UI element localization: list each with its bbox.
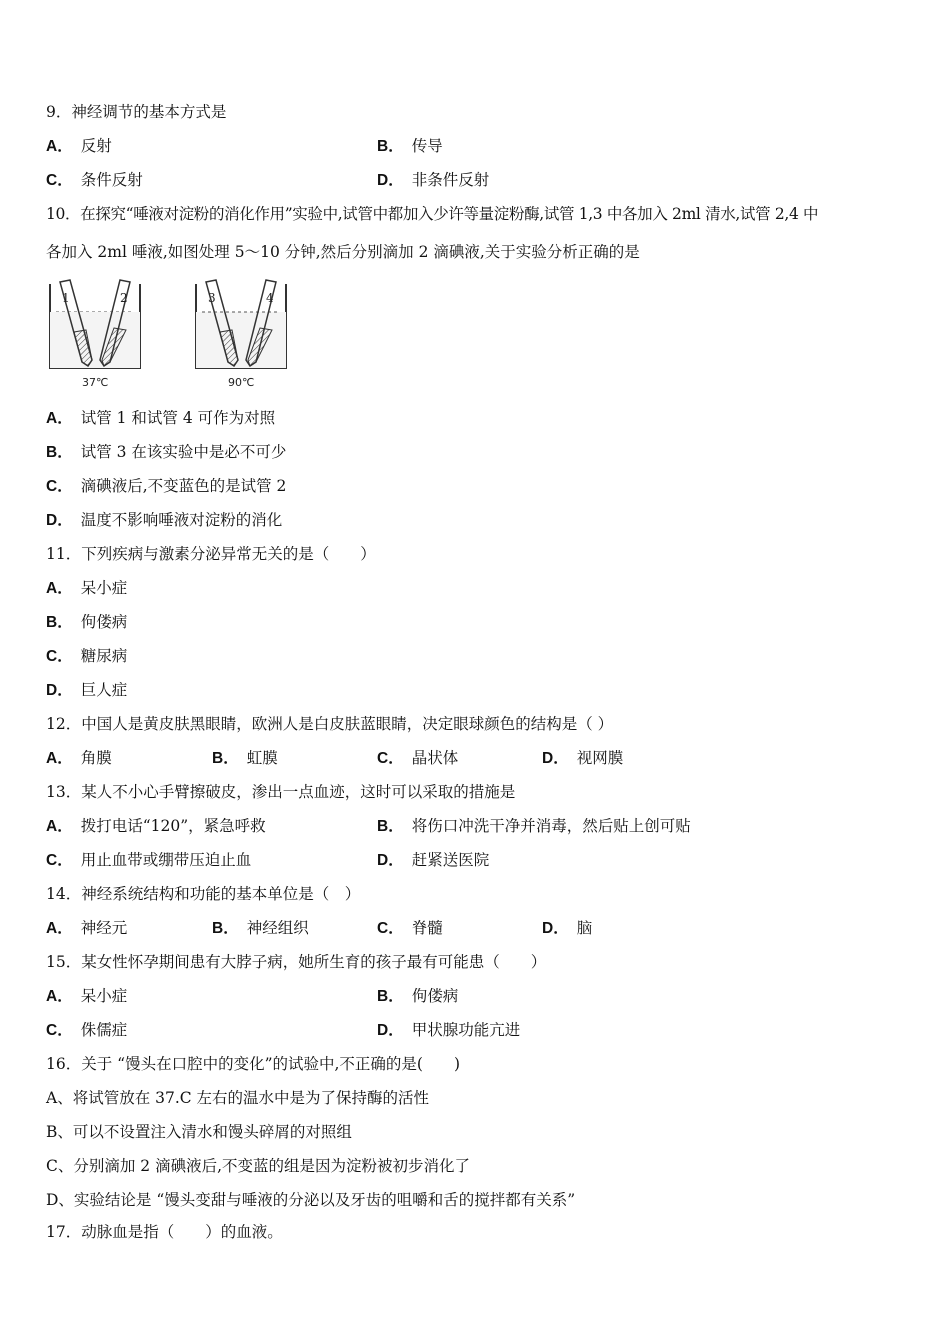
q9-option-d <box>377 170 489 191</box>
q13-option-a-text: 拨打电话“120”，紧急呼救 <box>80 817 266 835</box>
q10-option-a-text: 试管 1 和试管 4 可作为对照 <box>80 409 276 427</box>
q16-stem: 16．关于 “馒头在口腔中的变化”的试验中,不正确的是( ) <box>46 1055 461 1073</box>
q12-option-a-label: A． <box>46 750 73 767</box>
beaker-90 <box>196 280 286 389</box>
q16-option-b: B、可以不设置注入清水和馒头碎屑的对照组 <box>46 1123 352 1141</box>
q15-option-b-label: B． <box>377 988 404 1005</box>
q15-option-c <box>46 1020 127 1041</box>
q10-option-b-text: 试管 3 在该实验中是必不可少 <box>80 443 287 461</box>
q12-stem: 12．中国人是黄皮肤黑眼睛，欧洲人是白皮肤蓝眼睛，决定眼球颜色的结构是（ ） <box>46 715 614 733</box>
q10-option-c <box>46 476 286 497</box>
q12-option-c-label: C． <box>377 750 404 767</box>
q15-stem: 15．某女性怀孕期间患有大脖子病，她所生育的孩子最有可能患（ ） <box>46 953 547 971</box>
q10-option-b-label: B． <box>46 444 73 461</box>
q11-stem: 11．下列疾病与激素分泌异常无关的是（ ） <box>46 545 376 563</box>
q13-option-a <box>46 816 266 837</box>
q9-option-c-label: C． <box>46 172 73 189</box>
q9-option-b-label: B． <box>377 138 404 155</box>
q10-option-c-label: C． <box>46 478 73 495</box>
q13-option-b <box>377 816 691 837</box>
q10-stem-line1: 10．在探究“唾液对淀粉的消化作用”实验中,试管中都加入少许等量淀粉酶,试管 1,3 中各加入 2ml 清水,试管 2,4 中 <box>46 205 819 223</box>
q10-option-d <box>46 510 282 531</box>
q17-stem: 17．动脉血是指（ ）的血液。 <box>46 1223 283 1241</box>
q10-beaker-figure <box>46 276 306 394</box>
q14-option-c-label: C． <box>377 920 404 937</box>
q9-option-c <box>46 170 143 191</box>
q11-option-a <box>46 578 127 599</box>
q13-option-b-label: B． <box>377 818 404 835</box>
q11-option-c-text: 糖尿病 <box>80 647 128 665</box>
q13-option-d-label: D． <box>377 852 404 869</box>
tube-label-3: 3 <box>208 291 216 305</box>
q12-option-d <box>542 748 623 769</box>
beaker-37 <box>50 280 140 389</box>
q10-option-d-text: 温度不影响唾液对淀粉的消化 <box>80 511 283 529</box>
q10-option-d-label: D． <box>46 512 73 529</box>
q10-option-a-label: A． <box>46 410 73 427</box>
q10-option-a <box>46 408 275 429</box>
q14-option-b <box>212 918 309 939</box>
q15-option-b-text: 佝偻病 <box>411 987 459 1005</box>
q12-option-b-label: B． <box>212 750 239 767</box>
q14-option-c-text: 脊髓 <box>411 919 443 937</box>
q13-option-c-label: C． <box>46 852 73 869</box>
q14-stem: 14．神经系统结构和功能的基本单位是（ ） <box>46 885 361 903</box>
q12-option-b <box>212 748 278 769</box>
q9-option-a-text: 反射 <box>80 137 112 155</box>
q15-option-a <box>46 986 127 1007</box>
q12-option-d-label: D． <box>542 750 569 767</box>
q11-option-b <box>46 612 127 633</box>
q15-option-d-text: 甲状腺功能亢进 <box>411 1021 521 1039</box>
q12-option-b-text: 虹膜 <box>246 749 278 767</box>
q12-option-c <box>377 748 458 769</box>
q10-option-b <box>46 442 286 463</box>
q14-option-d <box>542 918 592 939</box>
q13-option-d <box>377 850 489 871</box>
beaker-1-temp: 37℃ <box>82 376 109 389</box>
q13-option-a-label: A． <box>46 818 73 835</box>
q15-option-c-label: C． <box>46 1022 73 1039</box>
q11-option-c-label: C． <box>46 648 73 665</box>
q14-option-b-text: 神经组织 <box>246 919 309 937</box>
q9-stem: 9．神经调节的基本方式是 <box>46 103 227 121</box>
q11-option-d <box>46 680 127 701</box>
q11-option-b-label: B． <box>46 614 73 631</box>
tube-label-4: 4 <box>266 291 274 305</box>
q16-option-a: A、将试管放在 37.C 左右的温水中是为了保持酶的活性 <box>46 1089 430 1107</box>
q9-option-b <box>377 136 443 157</box>
q9-option-d-label: D． <box>377 172 404 189</box>
q14-option-d-label: D． <box>542 920 569 937</box>
q13-option-c-text: 用止血带或绷带压迫止血 <box>80 851 252 869</box>
q9-option-c-text: 条件反射 <box>80 171 143 189</box>
q15-option-d-label: D． <box>377 1022 404 1039</box>
q14-option-c <box>377 918 443 939</box>
q13-option-c <box>46 850 251 871</box>
q14-option-a-text: 神经元 <box>80 919 128 937</box>
q15-option-d <box>377 1020 520 1041</box>
q11-option-d-text: 巨人症 <box>80 681 128 699</box>
q12-option-a <box>46 748 112 769</box>
q10-stem-line2: 各加入 2ml 唾液,如图处理 5～10 分钟,然后分别滴加 2 滴碘液,关于实验分析正确的是 <box>46 243 640 261</box>
q14-option-a <box>46 918 127 939</box>
q9-option-b-text: 传导 <box>411 137 443 155</box>
q11-option-a-label: A． <box>46 580 73 597</box>
q12-option-d-text: 视网膜 <box>576 749 624 767</box>
q14-option-d-text: 脑 <box>576 919 593 937</box>
q11-option-b-text: 佝偻病 <box>80 613 128 631</box>
q15-option-c-text: 侏儒症 <box>80 1021 128 1039</box>
tube-label-1: 1 <box>62 291 70 305</box>
q14-option-a-label: A． <box>46 920 73 937</box>
tube-label-2: 2 <box>120 291 128 305</box>
q14-option-b-label: B． <box>212 920 239 937</box>
q9-option-a-label: A． <box>46 138 73 155</box>
q15-option-a-label: A． <box>46 988 73 1005</box>
q11-option-a-text: 呆小症 <box>80 579 128 597</box>
q11-option-d-label: D． <box>46 682 73 699</box>
q13-option-d-text: 赶紧送医院 <box>411 851 490 869</box>
q10-option-c-text: 滴碘液后,不变蓝色的是试管 2 <box>80 477 287 495</box>
q16-option-d: D、实验结论是 “馒头变甜与唾液的分泌以及牙齿的咀嚼和舌的搅拌都有关系” <box>46 1191 576 1209</box>
q15-option-b <box>377 986 458 1007</box>
q9-option-a <box>46 136 112 157</box>
q9-option-d-text: 非条件反射 <box>411 171 490 189</box>
q13-stem: 13．某人不小心手臂擦破皮，渗出一点血迹，这时可以采取的措施是 <box>46 783 516 801</box>
q12-option-c-text: 晶状体 <box>411 749 459 767</box>
q15-option-a-text: 呆小症 <box>80 987 128 1005</box>
q16-option-c: C、分别滴加 2 滴碘液后,不变蓝的组是因为淀粉被初步消化了 <box>46 1157 471 1175</box>
beaker-2-temp: 90℃ <box>228 376 255 389</box>
q11-option-c <box>46 646 127 667</box>
q12-option-a-text: 角膜 <box>80 749 112 767</box>
q13-option-b-text: 将伤口冲洗干净并消毒，然后贴上创可贴 <box>411 817 691 835</box>
